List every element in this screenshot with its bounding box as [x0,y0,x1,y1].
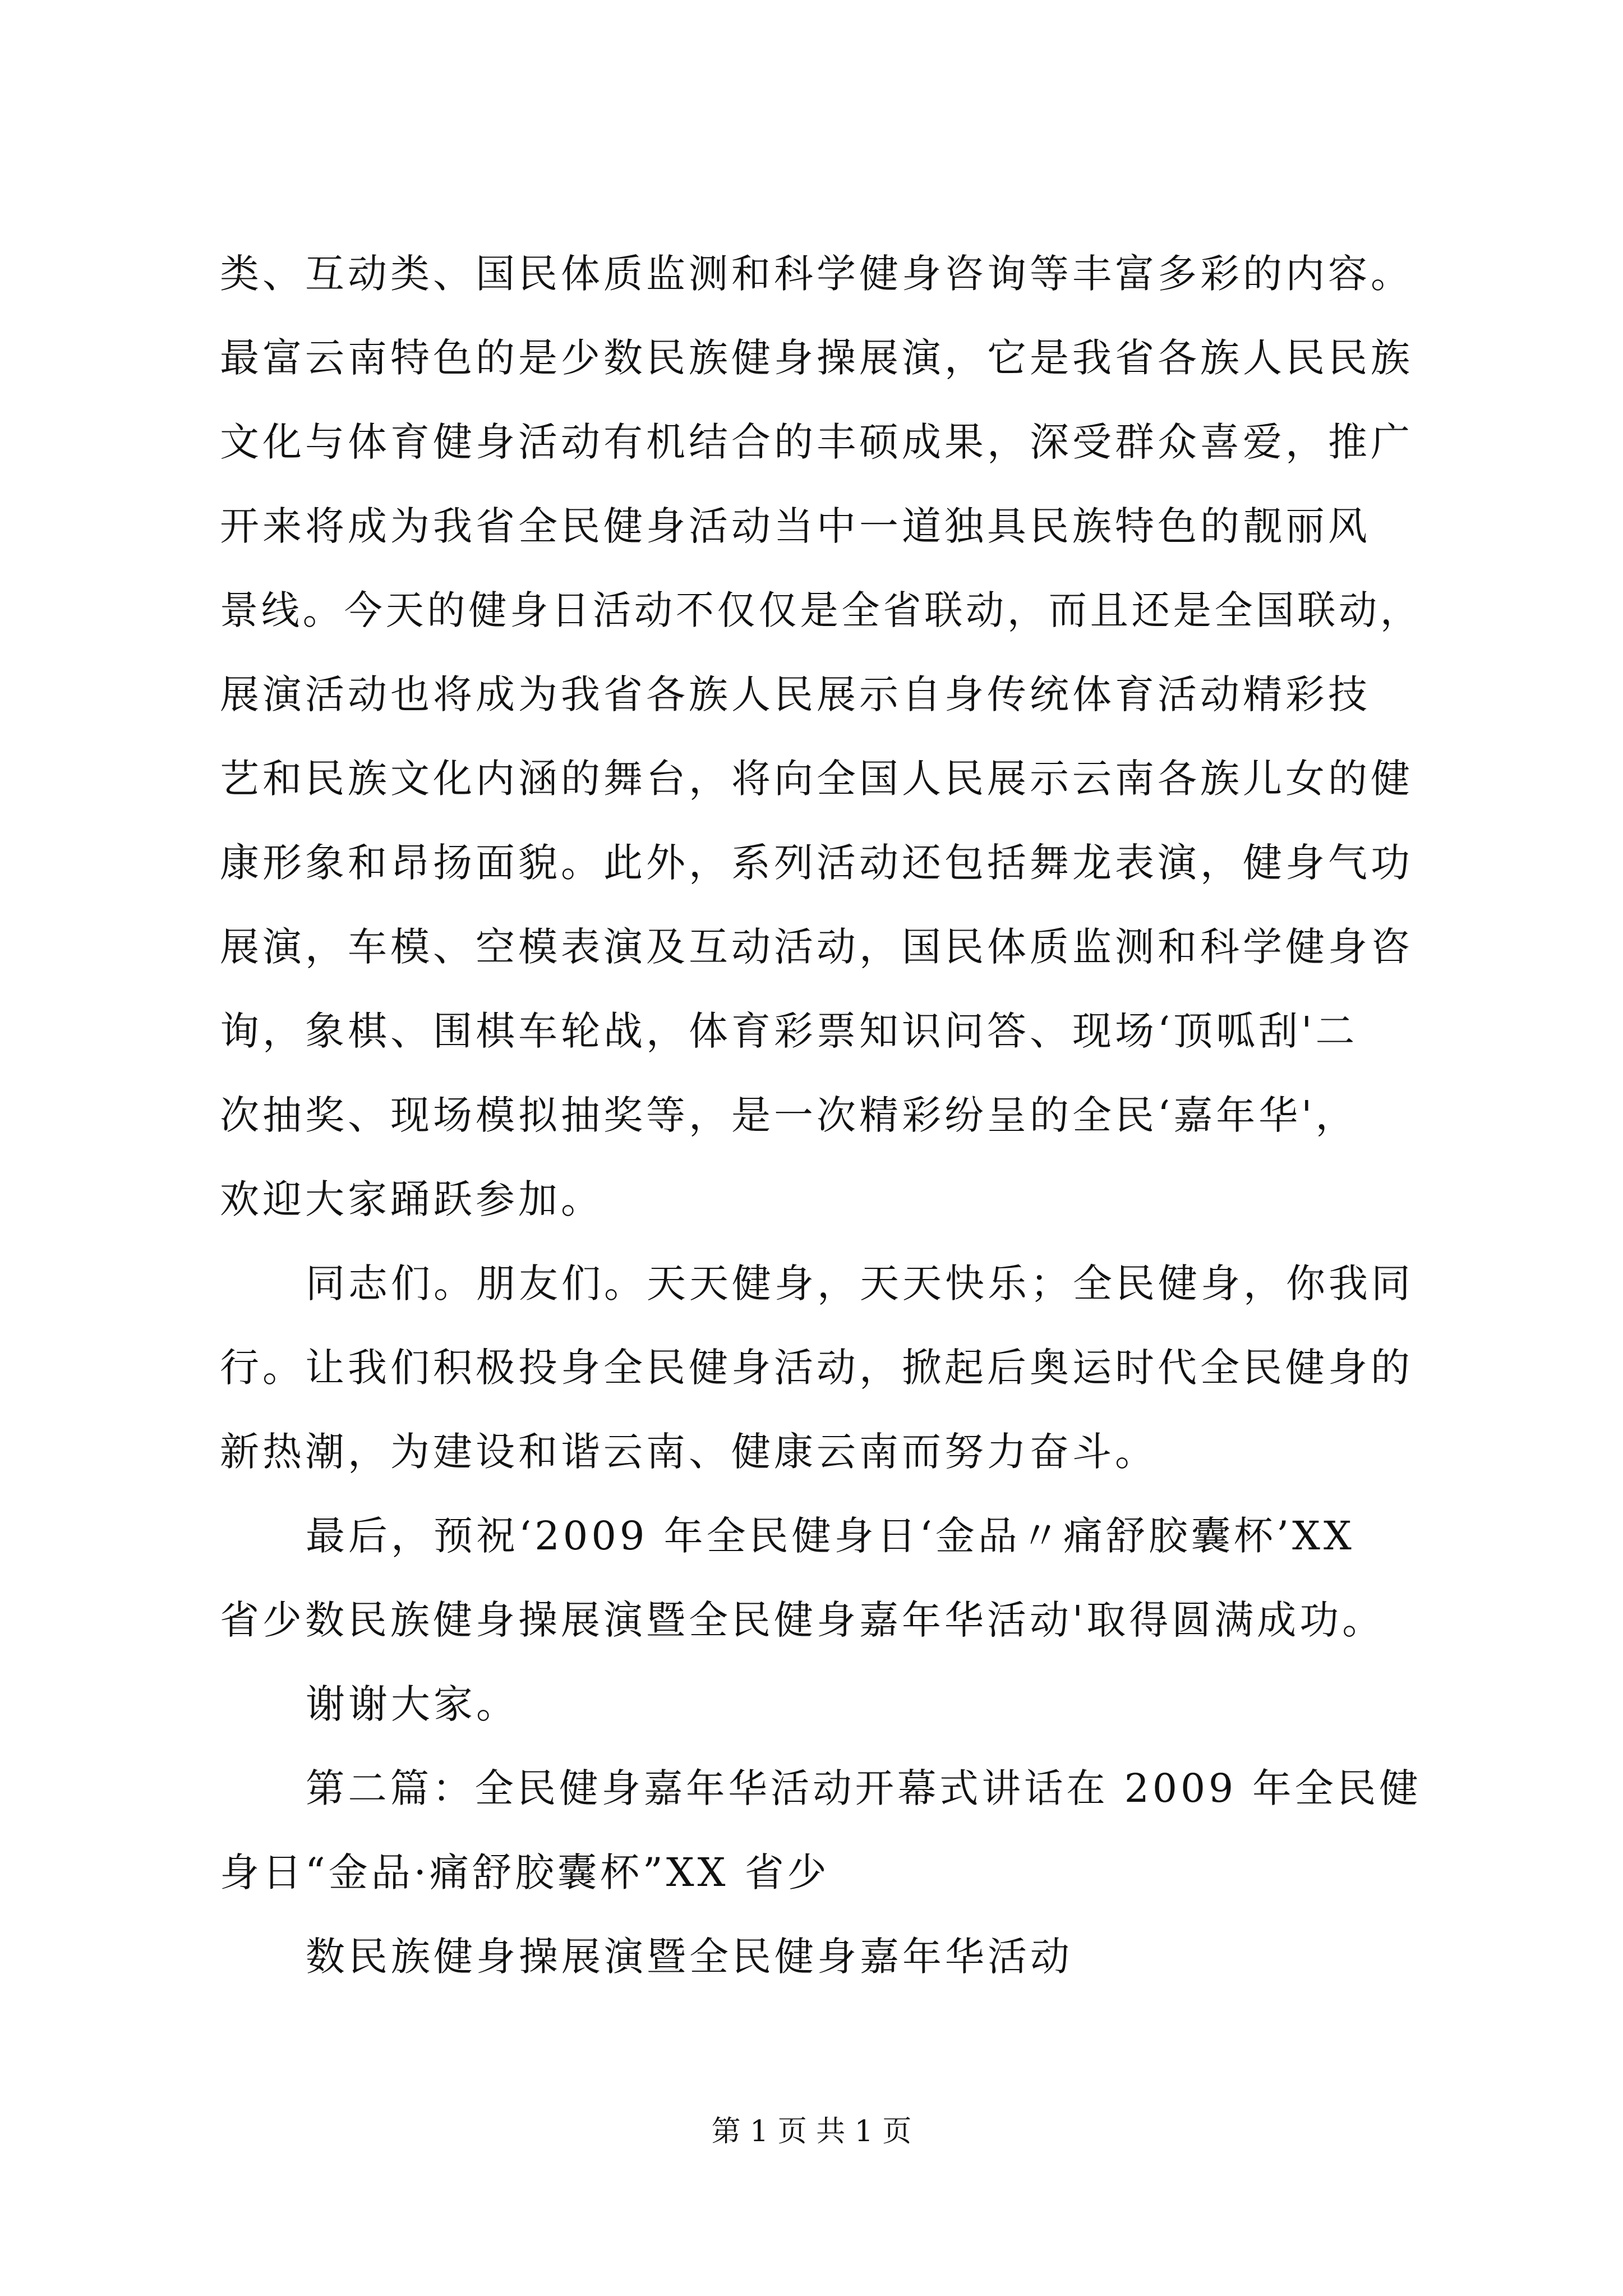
body-line: 询，象棋、围棋车轮战，体育彩票知识问答、现场‘顶呱刮'二 [220,1008,1358,1054]
body-line: 新热潮，为建设和谐云南、健康云南而努力奋斗。 [220,1429,1158,1475]
body-line: 艺和民族文化内涵的舞台，将向全国人民展示云南各族儿女的健 [220,756,1413,802]
body-line: 省少数民族健身操展演暨全民健身嘉年华活动'取得圆满成功。 [220,1597,1385,1643]
body-line: 康形象和昂扬面貌。此外，系列活动还包括舞龙表演，健身气功 [220,840,1413,886]
section-heading-line: 第二篇：全民健身嘉年华活动开幕式讲话在 2009 年全民健 [306,1765,1422,1811]
paragraph-first-line: 数民族健身操展演暨全民健身嘉年华活动 [306,1934,1073,1980]
paragraph-first-line: 谢谢大家。 [306,1681,519,1727]
body-line: 展演，车模、空模表演及互动活动，国民体质监测和科学健身咨 [220,924,1413,970]
body-line: 行。让我们积极投身全民健身活动，掀起后奥运时代全民健身的 [220,1345,1413,1391]
paragraph-first-line: 同志们。朋友们。天天健身，天天快乐；全民健身，你我同 [306,1260,1414,1306]
page-number-footer: 第 1 页 共 1 页 [711,2115,912,2148]
body-line: 最富云南特色的是少数民族健身操展演，它是我省各族人民民族 [220,335,1413,381]
body-line: 欢迎大家踊跃参加。 [220,1176,603,1222]
body-line: 次抽奖、现场模拟抽奖等，是一次精彩纷呈的全民‘嘉年华'， [220,1092,1358,1138]
body-line: 开来将成为我省全民健身活动当中一道独具民族特色的靓丽风 [220,503,1371,549]
body-line: 文化与体育健身活动有机结合的丰硕成果，深受群众喜爱，推广 [220,419,1413,465]
body-line: 类、互动类、国民体质监测和科学健身咨询等丰富多彩的内容。 [220,251,1413,297]
body-line: 展演活动也将成为我省各族人民展示自身传统体育活动精彩技 [220,671,1371,717]
body-line: 景线。今天的健身日活动不仅仅是全省联动，而且还是全国联动， [220,587,1422,633]
section-heading-line: 身日“金品·痛舒胶囊杯”XX 省少 [220,1849,830,1895]
paragraph-first-line: 最后，预祝‘2009 年全民健身日‘金品〃痛舒胶囊杯’XX [306,1513,1355,1559]
